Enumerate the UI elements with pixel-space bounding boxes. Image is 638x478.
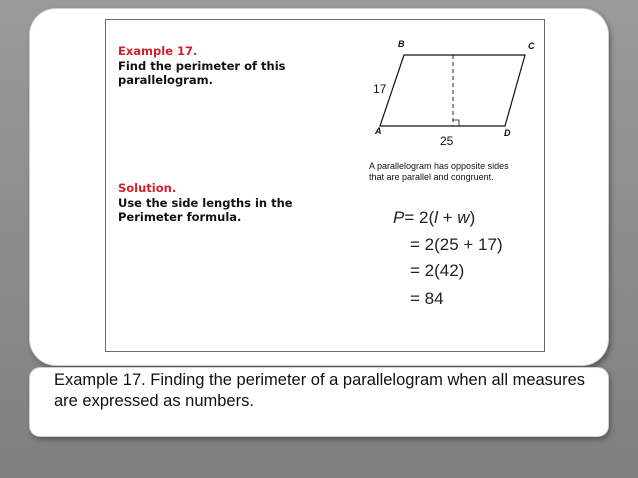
solution-prompt: Use the side lengths in the Perimeter formula. bbox=[118, 196, 293, 224]
parallelogram-diagram bbox=[360, 30, 550, 160]
example-title: Example 17. bbox=[118, 44, 198, 58]
parallelogram-note: A parallelogram has opposite sides that are parallel and congruent. bbox=[369, 161, 509, 182]
vertex-label-b: B bbox=[398, 39, 405, 49]
vertex-label-c: C bbox=[528, 41, 535, 51]
right-angle-marker bbox=[453, 120, 459, 126]
vertex-label-a: A bbox=[375, 126, 382, 136]
parallelogram-shape bbox=[380, 55, 525, 126]
example-prompt: Find the perimeter of this parallelogram. bbox=[118, 59, 286, 87]
width-symbol: w bbox=[457, 208, 470, 227]
equation-1-close: ) bbox=[469, 208, 476, 227]
equation-1-plus: + bbox=[437, 208, 458, 227]
equation-1-pre: = 2( bbox=[404, 208, 435, 227]
perimeter-symbol: P bbox=[393, 208, 405, 227]
caption-text: Example 17. Finding the perimeter of a parallelogram when all measures are expressed as numbers. bbox=[54, 371, 586, 410]
side-length-label: 17 bbox=[373, 82, 387, 96]
equation-line-2: = 2(25 + 17) bbox=[410, 235, 503, 254]
equation-line-4: = 84 bbox=[410, 289, 444, 308]
vertex-label-d: D bbox=[504, 128, 511, 138]
base-length-label: 25 bbox=[440, 134, 454, 148]
equation-line-1 bbox=[393, 208, 475, 228]
equation-line-3: = 2(42) bbox=[410, 261, 465, 280]
solution-title: Solution. bbox=[118, 181, 177, 195]
length-symbol: l bbox=[434, 208, 438, 227]
